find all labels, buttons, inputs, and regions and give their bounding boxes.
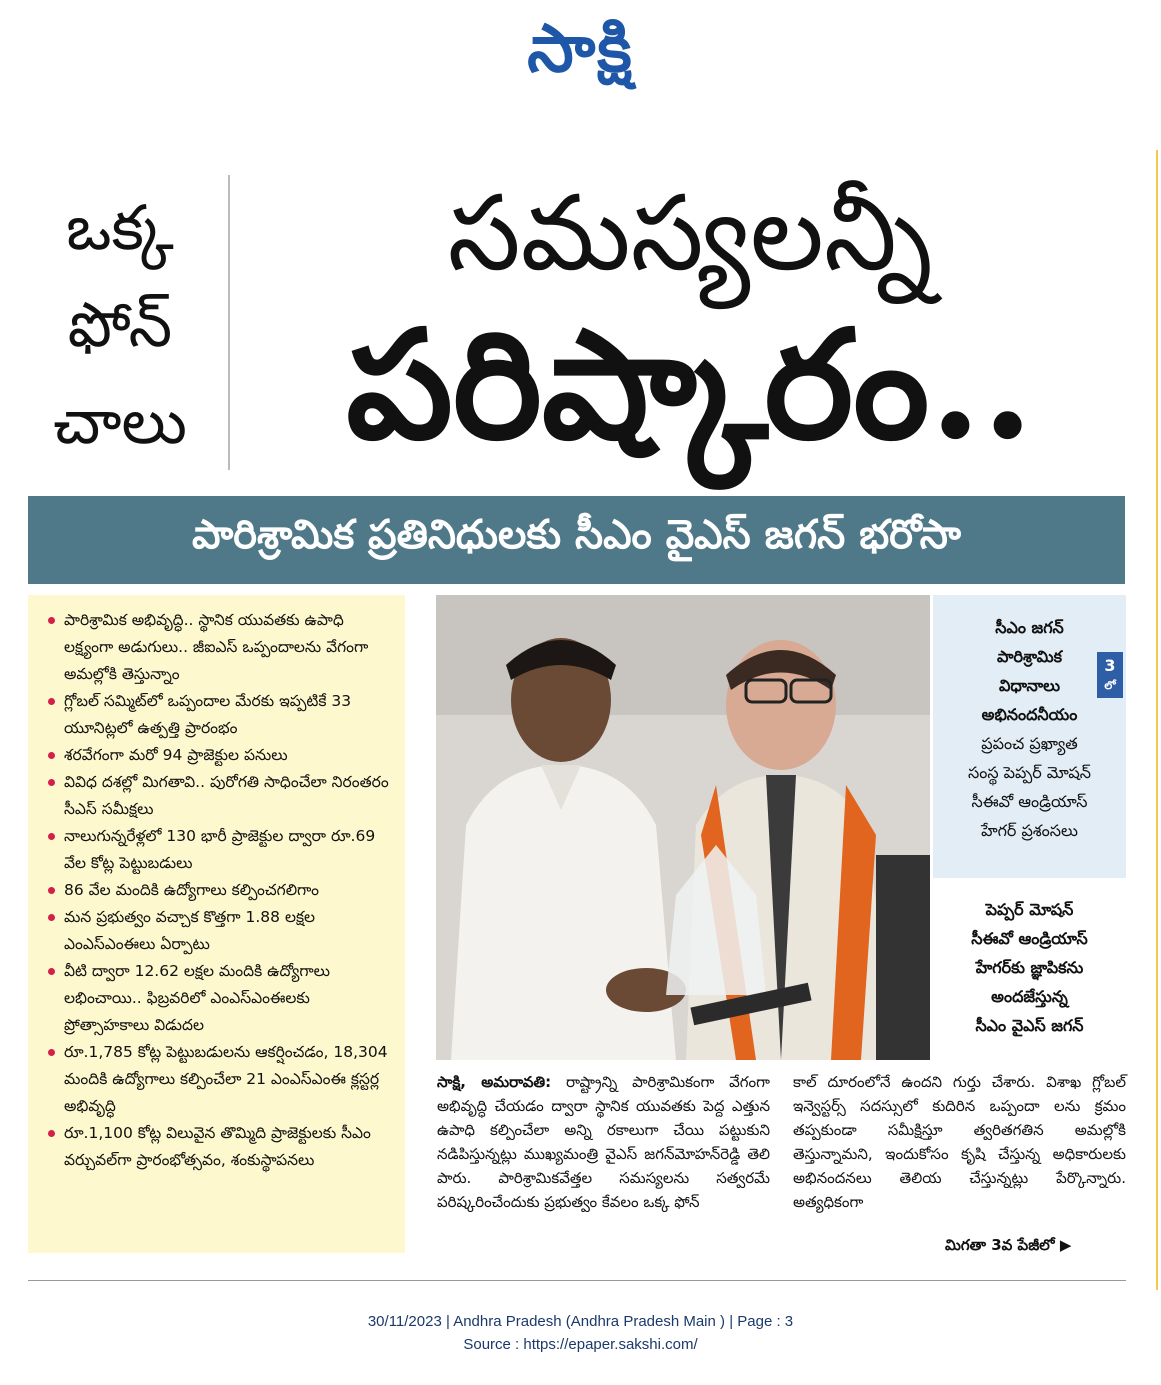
highlights-box bbox=[28, 595, 405, 1253]
list-item: వీటి ద్వారా 12.62 లక్షల మందికి ఉద్యోగాలు లభించాయి.. ఫిబ్రవరిలో ఎంఎస్ఎంఈలకు ప్రోత్సాహకాలు విడుదల bbox=[48, 958, 397, 1039]
subheadline-banner bbox=[28, 496, 1125, 584]
info-headline-line: విధానాలు bbox=[998, 676, 1061, 695]
highlights-list bbox=[48, 607, 397, 1174]
masthead-title: సాక్షి bbox=[527, 10, 634, 87]
list-item: మన ప్రభుత్వం వచ్చాక కొత్తగా 1.88 లక్షల ఎంఎస్ఎంఈలు ఏర్పాటు bbox=[48, 904, 397, 958]
page-reference-badge bbox=[1097, 652, 1123, 698]
caption-line: హేగర్‌కు జ్ఞాపికను bbox=[975, 958, 1084, 977]
info-body-line: సీఈవో ఆండ్రియాస్ bbox=[971, 792, 1088, 811]
footer-source: Source : https://epaper.sakshi.com/ bbox=[463, 1336, 698, 1353]
masthead-logo bbox=[0, 10, 1161, 103]
banner-text: పారిశ్రామిక ప్రతినిధులకు సీఎం వైఎస్ జగన్ భరోసా bbox=[192, 512, 961, 558]
page-reference-suffix: లో bbox=[1104, 679, 1116, 692]
photo-illustration bbox=[436, 595, 930, 1060]
list-item: రూ.1,100 కోట్ల విలువైన తొమ్మిది ప్రాజెక్టులకు సీఎం వర్చువల్‌గా ప్రారంభోత్సవం, శంకుస్థాపనలు bbox=[48, 1120, 397, 1174]
headline-line-1: సమస్యలన్నీ bbox=[447, 172, 933, 294]
list-item: శరవేగంగా మరో 94 ప్రాజెక్టుల పనులు bbox=[48, 742, 397, 769]
list-item: నాలుగున్నరేళ్లలో 130 భారీ ప్రాజెక్టుల ద్వారా రూ.69 వేల కోట్ల పెట్టుబడులు bbox=[48, 823, 397, 877]
list-item: గ్లోబల్ సమ్మిట్‌లో ఒప్పందాల మేరకు ఇప్పటికే 33 యూనిట్లలో ఉత్పత్తి ప్రారంభం bbox=[48, 688, 397, 742]
list-item: వివిధ దశల్లో మిగతావి.. పురోగతి సాధించేలా నిరంతరం సీఎస్ సమీక్షలు bbox=[48, 769, 397, 823]
caption-line: పెప్పర్ మోషన్ bbox=[985, 900, 1074, 919]
article-column-2 bbox=[793, 1070, 1126, 1214]
kicker-divider bbox=[228, 175, 230, 470]
article-text: రాష్ట్రాన్ని పారిశ్రామికంగా వేగంగా అభివృద్ధి చేయడం ద్వారా స్థానిక యువతకు పెద్ద ఎత్తున ఉపాధి కల్పించేలా అన్ని రకాలుగా చేయి పట్టుకుని నడిపిస్తున్నట్లు ముఖ్యమంత్రి వైఎస్ జగన్‌మోహన్‌రెడ్డి తెలి పారు. పారిశ్రామికవేత్తల సమస్యలను సత్వరమే పరిష్కరించేందుకు ప్రభుత్వం కేవలం ఒక్క ఫోన్ bbox=[437, 1073, 770, 1211]
photo-caption bbox=[933, 881, 1126, 1061]
info-headline-line: సీఎం జగన్ bbox=[995, 618, 1064, 637]
kicker-line: ఫోన్ bbox=[67, 287, 173, 361]
footer-edition-info: 30/11/2023 | Andhra Pradesh (Andhra Pradesh Main ) | Page : 3 bbox=[367, 1313, 794, 1330]
page-edge-line bbox=[1156, 150, 1158, 1290]
info-headline-line: అభినందనీయం bbox=[981, 705, 1078, 724]
caption-line: అందజేస్తున్న bbox=[991, 987, 1068, 1006]
caption-line: సీఈవో ఆండ్రియాస్ bbox=[971, 929, 1088, 948]
kicker bbox=[20, 180, 220, 470]
info-headline-line: పారిశ్రామిక bbox=[997, 647, 1062, 666]
news-photo bbox=[436, 595, 930, 1060]
page-reference-number: 3 bbox=[1104, 656, 1116, 675]
list-item: 86 వేల మందికి ఉద్యోగాలు కల్పించగలిగాం bbox=[48, 877, 397, 904]
continued-link: మిగతా 3వ పేజీలో ▶ bbox=[945, 1236, 1072, 1254]
info-body-line: సంస్థ పెప్పర్ మోషన్ bbox=[968, 763, 1091, 782]
kicker-line: చాలు bbox=[53, 384, 187, 458]
list-item: రూ.1,785 కోట్ల పెట్టుబడులను ఆకర్షించడం, 18,304 మందికి ఉద్యోగాలు కల్పించేలా 21 ఎంఎస్ఎంఈ క్లస్టర్ల అభివృద్ధి bbox=[48, 1039, 397, 1120]
info-box bbox=[933, 595, 1126, 878]
kicker-line: ఒక్క bbox=[66, 191, 174, 265]
article-dateline: సాక్షి, అమరావతి: bbox=[437, 1073, 552, 1091]
caption-line: సీఎం వైఎస్ జగన్ bbox=[975, 1016, 1084, 1035]
info-body-line: హేగర్ ప్రశంసలు bbox=[981, 821, 1078, 840]
article-column-1 bbox=[437, 1070, 770, 1214]
footer-divider bbox=[28, 1280, 1126, 1281]
info-body-line: ప్రపంచ ప్రఖ్యాత bbox=[981, 734, 1078, 753]
list-item: పారిశ్రామిక అభివృద్ధి.. స్థానిక యువతకు ఉపాధి లక్ష్యంగా అడుగులు.. జీఐఎస్ ఒప్పందాలను వేగంగా అమల్లోకి తెస్తున్నాం bbox=[48, 607, 397, 688]
article-text: కాల్ దూరంలోనే ఉందని గుర్తు చేశారు. విశాఖ గ్లోబల్ ఇన్వెస్టర్స్ సదస్సులో కుదిరిన ఒప్పందా లను క్రమం తప్పకుండా సమీక్షిస్తూ త్వరితగతిన అమల్లోకి తెస్తున్నామని, ఇందుకోసం కృషి చేస్తున్న అధికారులకు అభినందనలు తెలియ చేస్తున్నట్లు పేర్కొన్నారు. అత్యధికంగా bbox=[793, 1073, 1126, 1211]
headline-line-2: పరిష్కారం.. bbox=[346, 297, 1034, 473]
